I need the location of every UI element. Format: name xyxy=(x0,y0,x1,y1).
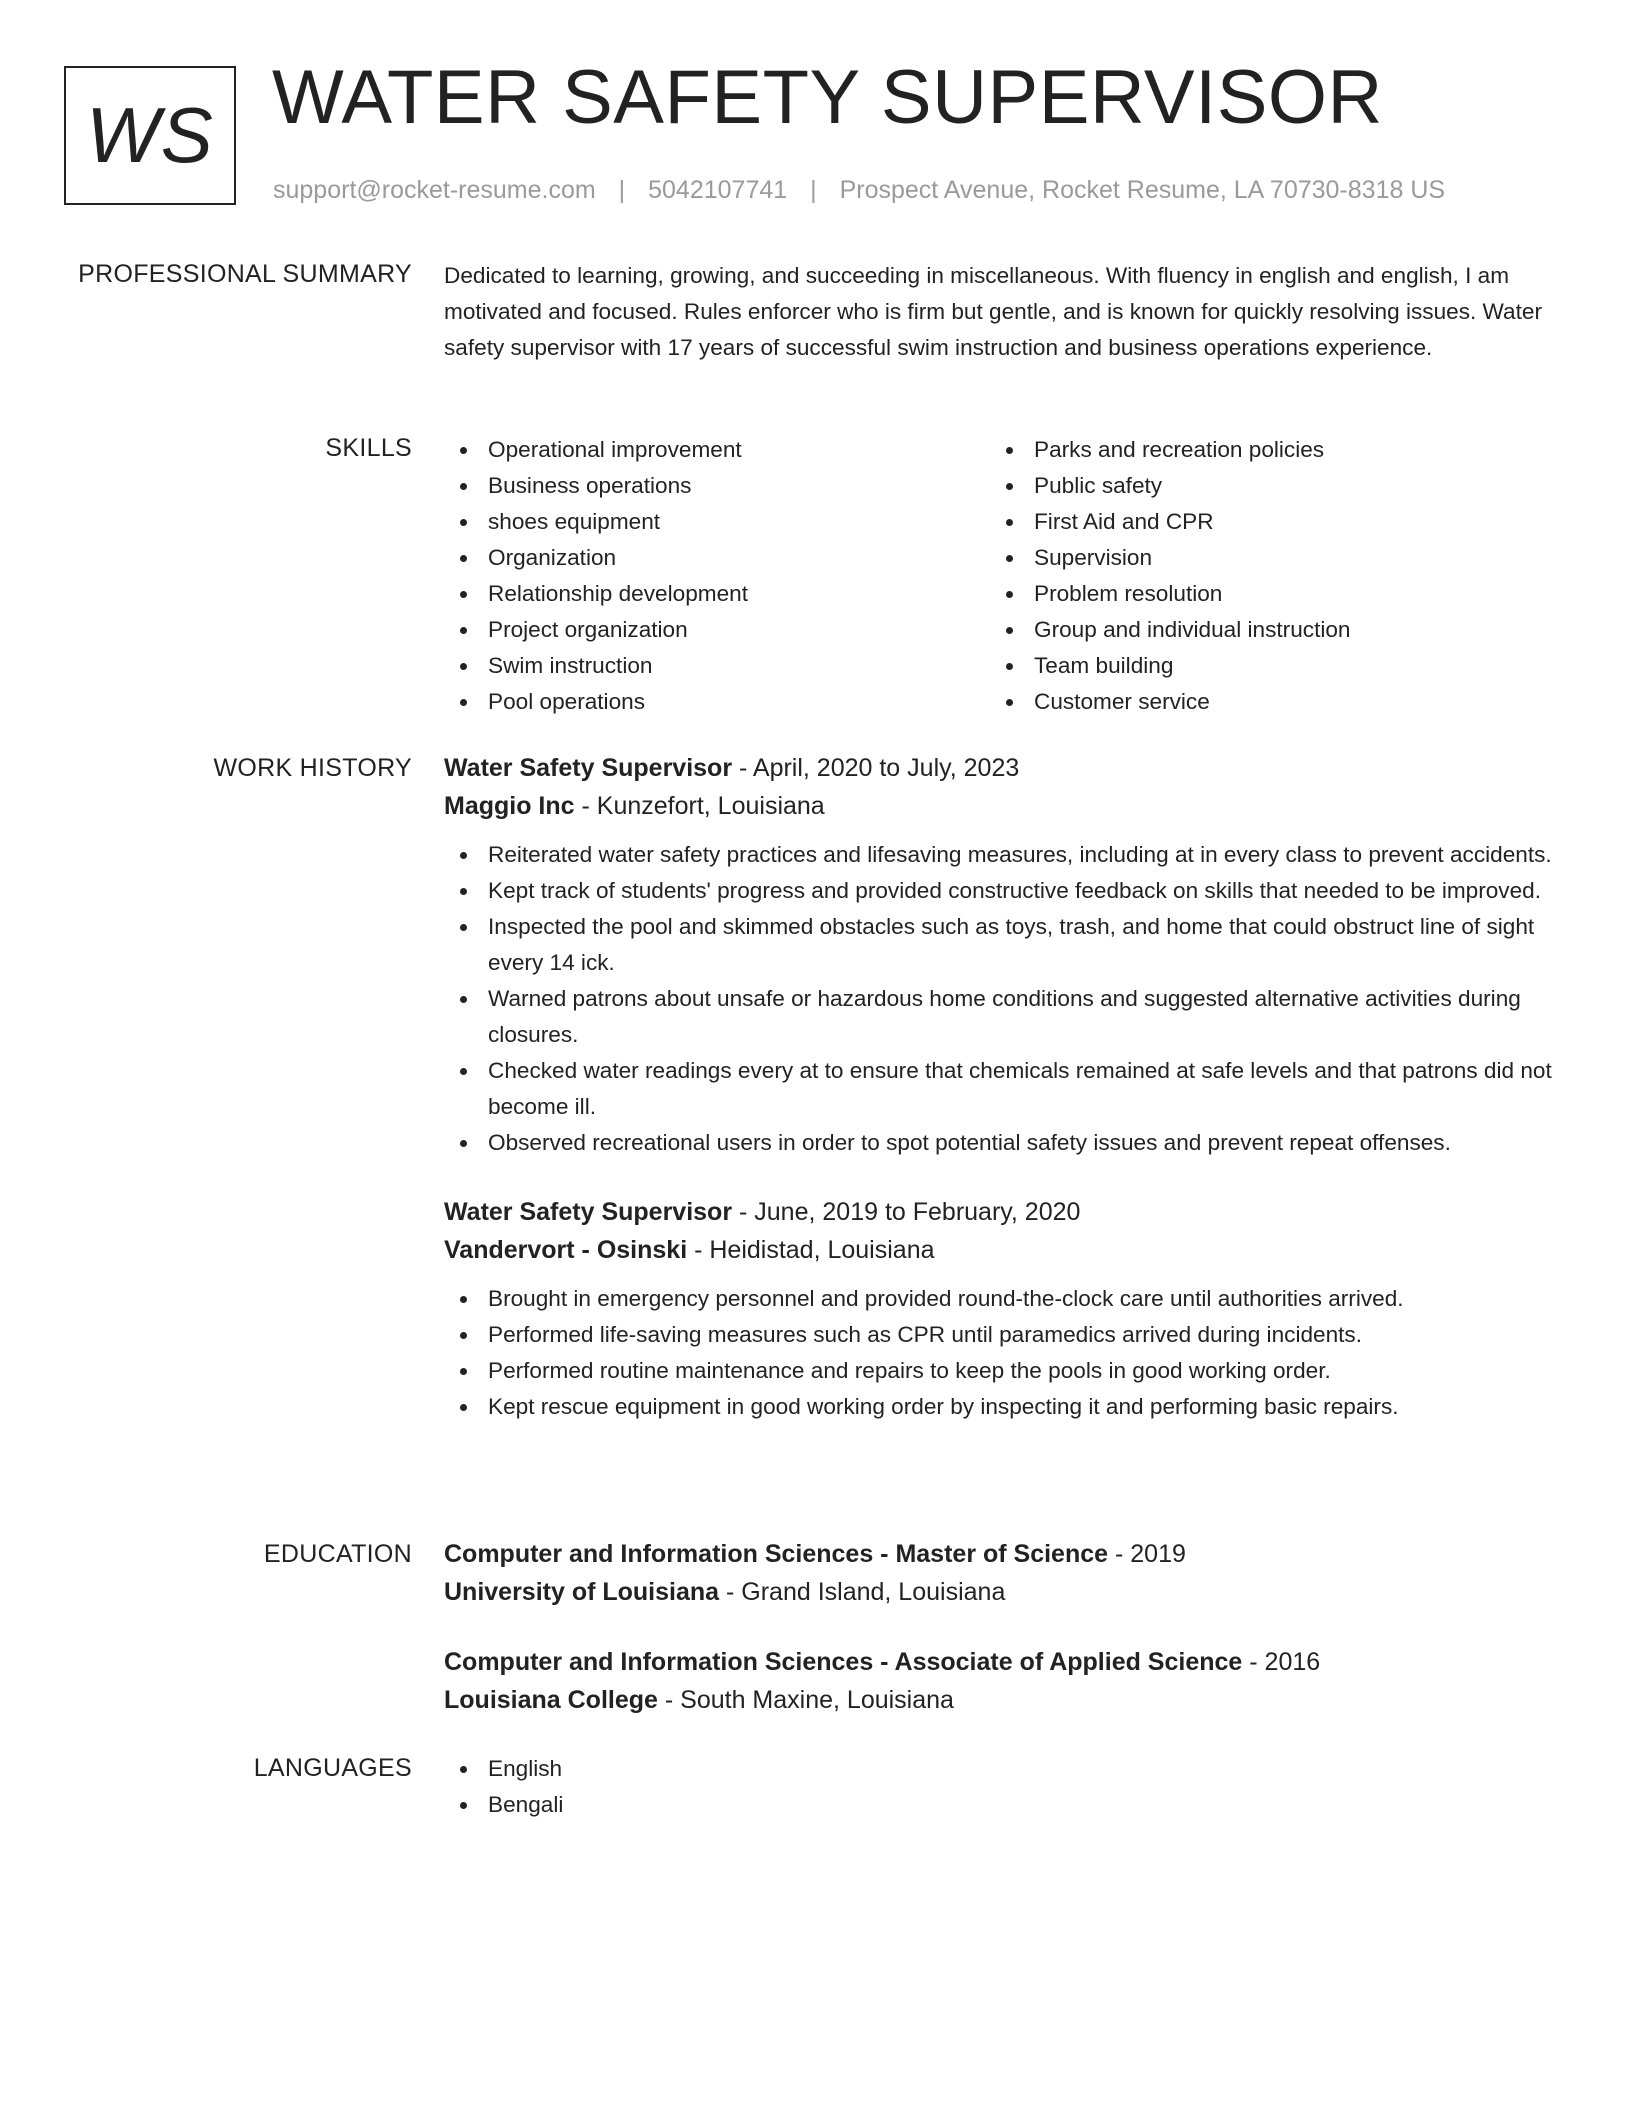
language-item: English xyxy=(444,1751,1564,1787)
skills-grid xyxy=(444,432,1564,720)
job-location: - Heidistad, Louisiana xyxy=(687,1236,935,1264)
skill-item: Parks and recreation policies xyxy=(990,432,1536,468)
summary-text: Dedicated to learning, growing, and succeeding in miscellaneous. With fluency in english and english, I am motivated and focused. Rules enforcer who is firm but gentle, and is known for quickly resolving issues. Water safety supervisor with 17 years of successful swim instruction and business operations experience. xyxy=(444,263,1542,360)
skill-item: Pool operations xyxy=(444,684,990,720)
skill-item: Relationship development xyxy=(444,576,990,612)
job-duty: Performed routine maintenance and repairs to keep the pools in good working order. xyxy=(444,1353,1564,1389)
language-item: Bengali xyxy=(444,1787,1564,1823)
graduation-year: - 2019 xyxy=(1108,1540,1186,1568)
skill-item: Problem resolution xyxy=(990,576,1536,612)
contact-email[interactable]: support@rocket-resume.com xyxy=(273,176,596,204)
degree: Computer and Information Sciences - Master of Science xyxy=(444,1540,1109,1568)
skill-item: Team building xyxy=(990,648,1536,684)
skill-item: Project organization xyxy=(444,612,990,648)
job-duties xyxy=(444,1281,1564,1425)
skill-item: Operational improvement xyxy=(444,432,990,468)
contact-separator: | xyxy=(810,176,817,204)
degree-line xyxy=(444,1535,1564,1573)
job-duties xyxy=(444,837,1564,1161)
job-dates: - June, 2019 to February, 2020 xyxy=(732,1198,1081,1226)
contact-phone[interactable]: 5042107741 xyxy=(648,176,788,204)
school-line xyxy=(444,1681,1564,1719)
skill-item: Swim instruction xyxy=(444,648,990,684)
job-duty: Checked water readings every at to ensure that chemicals remained at safe levels and that patrons did not become ill. xyxy=(444,1053,1564,1125)
skill-item: Customer service xyxy=(990,684,1536,720)
education-entry xyxy=(444,1535,1564,1611)
education-entry xyxy=(444,1643,1564,1719)
candidate-name: WATER SAFETY SUPERVISOR xyxy=(272,55,1383,140)
school-location: - South Maxine, Louisiana xyxy=(657,1686,954,1714)
job-title-line xyxy=(444,1193,1564,1231)
skill-item: Supervision xyxy=(990,540,1536,576)
job-duty: Inspected the pool and skimmed obstacles such as toys, trash, and home that could obstruct line of sight every 14 ick. xyxy=(444,909,1564,981)
section-heading-skills: SKILLS xyxy=(325,434,412,462)
degree-line xyxy=(444,1643,1564,1681)
skill-item: First Aid and CPR xyxy=(990,504,1536,540)
job-location: - Kunzefort, Louisiana xyxy=(574,792,825,820)
job-company: Maggio Inc xyxy=(444,792,575,820)
skill-item: shoes equipment xyxy=(444,504,990,540)
job-duty: Observed recreational users in order to spot potential safety issues and prevent repeat offenses. xyxy=(444,1125,1564,1161)
section-heading-education: EDUCATION xyxy=(263,1540,412,1568)
job-duty: Performed life-saving measures such as CPR until paramedics arrived during incidents. xyxy=(444,1317,1564,1353)
section-heading-work-history: WORK HISTORY xyxy=(213,754,412,782)
skill-item: Group and individual instruction xyxy=(990,612,1536,648)
job-company: Vandervort - Osinski xyxy=(444,1236,688,1264)
school-line xyxy=(444,1573,1564,1611)
skills-column-right xyxy=(990,432,1536,720)
job-title-line xyxy=(444,749,1564,787)
job-company-line xyxy=(444,787,1564,825)
job-dates: - April, 2020 to July, 2023 xyxy=(732,754,1020,782)
languages-list xyxy=(444,1751,1564,1823)
graduation-year: - 2016 xyxy=(1242,1648,1321,1676)
job-duty: Warned patrons about unsafe or hazardous home conditions and suggested alternative activities during closures. xyxy=(444,981,1564,1053)
job-duty: Kept track of students' progress and provided constructive feedback on skills that needed to be improved. xyxy=(444,873,1564,909)
skill-item: Public safety xyxy=(990,468,1536,504)
job-duty: Kept rescue equipment in good working order by inspecting it and performing basic repairs. xyxy=(444,1389,1564,1425)
section-heading-summary: PROFESSIONAL SUMMARY xyxy=(78,260,412,288)
skill-item: Organization xyxy=(444,540,990,576)
section-heading-languages: LANGUAGES xyxy=(253,1754,412,1782)
job-duty: Brought in emergency personnel and provided round-the-clock care until authorities arrived. xyxy=(444,1281,1564,1317)
skills-column-left xyxy=(444,432,990,720)
degree: Computer and Information Sciences - Associate of Applied Science xyxy=(444,1648,1243,1676)
school: Louisiana College xyxy=(444,1686,658,1714)
monogram-badge: WS xyxy=(64,66,236,205)
skill-item: Business operations xyxy=(444,468,990,504)
job-title: Water Safety Supervisor xyxy=(444,1198,733,1226)
job-duty: Reiterated water safety practices and lifesaving measures, including at in every class to prevent accidents. xyxy=(444,837,1564,873)
job-entry xyxy=(444,1193,1564,1425)
school: University of Louisiana xyxy=(444,1578,720,1606)
contact-separator: | xyxy=(618,176,626,204)
contact-address: Prospect Avenue, Rocket Resume, LA 70730-8318 US xyxy=(839,176,1446,204)
job-company-line xyxy=(444,1231,1564,1269)
job-title: Water Safety Supervisor xyxy=(444,754,733,782)
school-location: - Grand Island, Louisiana xyxy=(719,1578,1006,1606)
contact-line xyxy=(273,172,1445,208)
job-entry xyxy=(444,749,1564,1161)
